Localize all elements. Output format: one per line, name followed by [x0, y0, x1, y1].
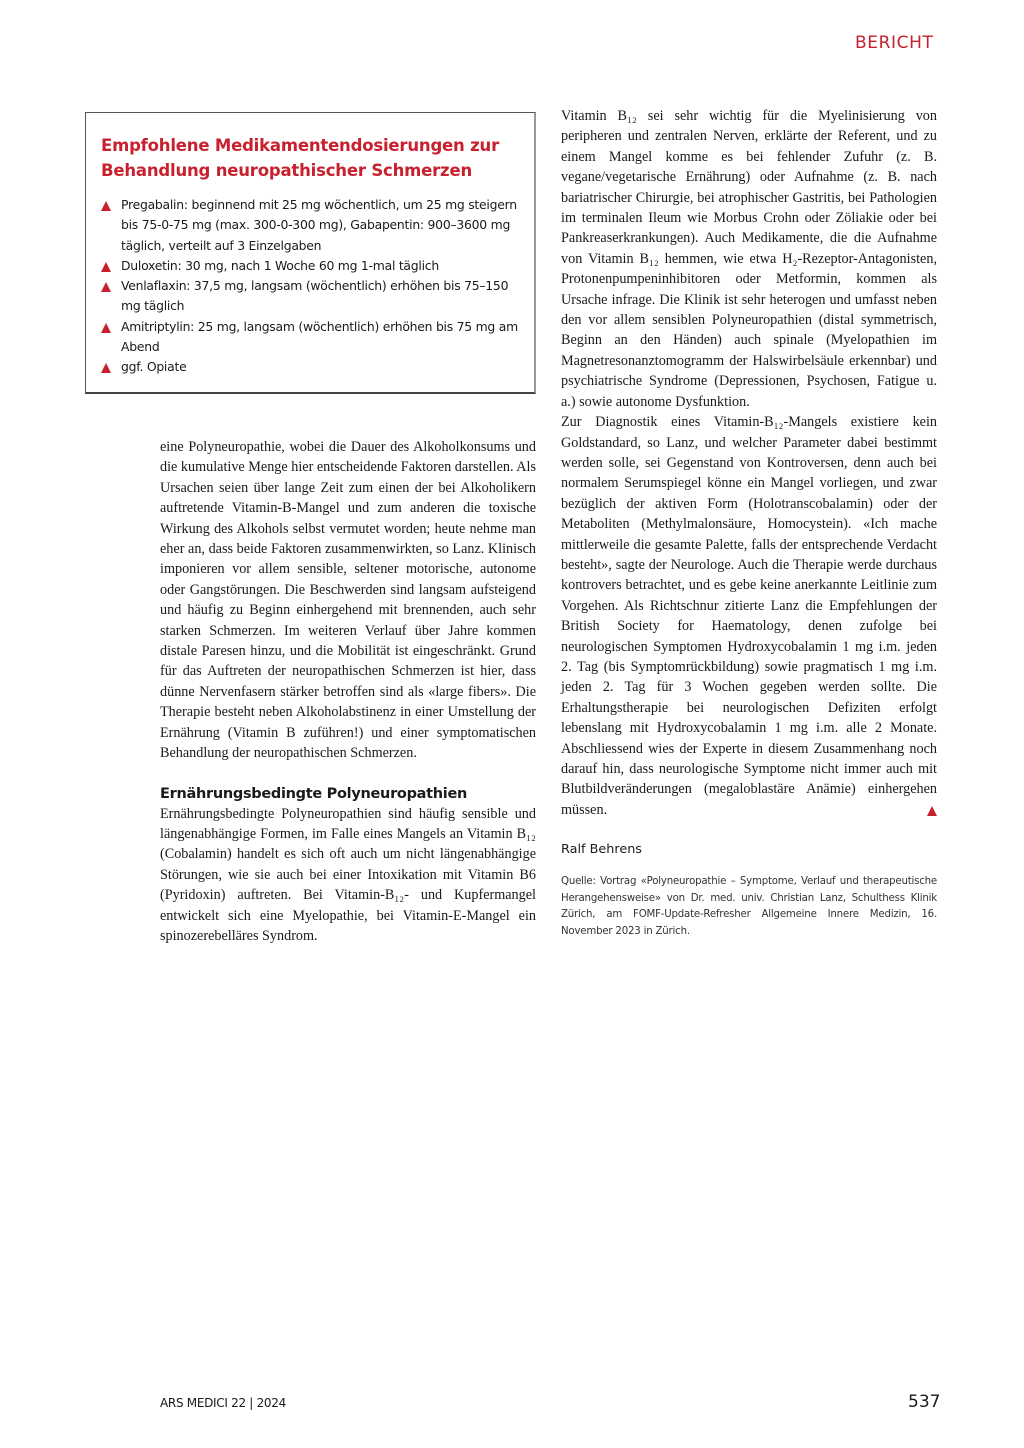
triangle-bullet-icon — [101, 282, 111, 292]
section-label: BERICHT — [855, 33, 934, 53]
body-paragraph: eine Polyneuropathie, wobei die Dauer des Alkoholkonsums und die kumulative Menge hier entscheidende Faktoren darstellen. Als Ursachen seien über lange Zeit zum einen der bei Alkoholikern auftretende Vitamin-B-Mangel und zum anderen die toxische Wirkung des Alkohols selbst vermutet worden; heute nehme man eher an, dass beide Faktoren zusammenwirkten, so Lanz. Klinisch imponieren vor allem sensible, seltener motorische, autonome oder Gangstörungen. Die Beschwerden sind langsam aufsteigend und häufig zu Beginn einhergehend mit brennenden, auch sehr starken Schmerzen. Im weiteren Verlauf über Jahre kommen distale Paresen hinzu, und die Mobilität ist eingeschränkt. Grund für das Auftreten der neuropathischen Schmerzen ist hier, dass dünne Nervenfasern stärker betroffen sind als «large fibers». Die Therapie besteht neben Alkoholabstinenz in einer Umstellung der Ernährung (Vitamin B zuführen!) und einer symptomatischen Behandlung der neuropathischen Schmerzen. — [160, 439, 536, 762]
info-box-title: Empfohlene Medikamentendosierungen zur Behandlung neuropathischer Schmerzen — [101, 136, 500, 180]
list-item-text: ggf. Opiate — [121, 359, 187, 375]
list-item-text: Amitriptylin: 25 mg, langsam (wöchentlich) erhöhen bis 75 mg am Abend — [121, 318, 518, 355]
body-paragraph-text: Zur Diagnostik eines Vitamin-B₁₂-Mangels existiere kein Goldstandard, so Lanz, und welcher Parameter dabei bestimmt werden solle, sei Gegenstand von Kontroversen, denn auch bei normalem Serumspiegel könne ein Mangel vorliegen, und zwar bezüglich der aktiven Form (Holotranscobalamin) oder der Metaboliten (Methylmalonsäure, Homocystein). «Ich mache mittlerweile die gesamte Palette, falls der entsprechende Verdacht besteht», sagte der Neurologe. Auch die Therapie werde durchaus kontrovers betrachtet, und es gebe keine anerkannte Leitlinie zum Vorgehen. Als Richtschnur zitierte Lanz die Empfehlungen der British Society for Haematology, denen zufolge bei neurologischen Symptomen Hydroxycobalamin 1 mg i.m. jeden 2. Tag (bis Symptomrückbildung) sowie pragmatisch 1 mg i.m. jeden 2. Tag für 3 Wochen gegeben werden sollte. Die Erhaltungstherapie bei neurologischen Defiziten erfolgt lebenslang mit Hydroxycobalamin 1 mg i.m. alle 2 Monate. Abschliessend wies der Experte in diesem Zusammenhang noch darauf hin, dass neurologische Symptome nicht immer auch mit Blutbildveränderungen (megaloblastäre Anämie) einhergehen müssen. — [561, 414, 937, 818]
section-subheading: Ernährungsbedingte Polyneuropathien — [160, 785, 468, 802]
list-item — [101, 357, 526, 377]
article-end-triangle-icon — [927, 806, 937, 816]
page-number: 537 — [908, 1392, 941, 1412]
list-item-text: Venlaflaxin: 37,5 mg, langsam (wöchentlich) erhöhen bis 75–150 mg täglich — [121, 278, 509, 314]
body-paragraph: Vitamin B₁₂ sei sehr wichtig für die Myelinisierung von peripheren und zentralen Nerven, erklärte der Referent, und zu einem Mangel komme es bei fehlender Zufuhr (z. B. vegane/vegetarische Ernährung) oder Aufnahme (z. B. nach bariatrischer Chirurgie, bei atrophischer Gastritis, bei Pathologien im terminalen Ileum wie Morbus Crohn oder Zöliakie oder bei Pankreaserkrankungen). Auch Medikamente, die die Aufnahme von Vitamin B₁₂ hemmen, wie etwa H₂-Rezeptor-Antagonisten, Protonenpumpeninhibitoren oder Metformin, kommen als Ursache infrage. Die Klinik ist sehr heterogen und umfasst neben den vor allem sensiblen Polyneuropathien (distal symmetrisch, Beginn an den Händen) auch spinale (Myelopathien im Magnetresonanztomogramm der Halswirbelsäule erkennbar) und psychiatrische Syndrome (Depressionen, Psychosen, Fatigue u. a.) sowie autonome Dysfunktion. — [561, 108, 937, 410]
body-paragraph: Ernährungsbedingte Polyneuropathien sind häufig sensible und längenabhängige Formen, im Falle eines Mangels an Vitamin B₁₂ (Cobalamin) handelt es sich oft auch um nicht längenabhängige Störungen, wie sie auch bei einer Intoxikation mit Vitamin B6 (Pyridoxin) auftreten. Bei Vitamin-B₁₂- und Kupfermangel entwickelt sich eine Myelopathie, bei Vitamin-E-Mangel ein spinozerebelläres Syndrom. — [160, 805, 536, 944]
triangle-bullet-icon — [101, 323, 111, 333]
author-name: Ralf Behrens — [561, 842, 642, 858]
triangle-bullet-icon — [101, 262, 111, 272]
footer-journal-issue: ARS MEDICI 22 | 2024 — [160, 1396, 286, 1410]
list-item — [101, 195, 526, 256]
left-text-column — [160, 437, 536, 946]
right-text-column — [561, 106, 937, 940]
triangle-bullet-icon — [101, 201, 111, 211]
dosage-info-box — [85, 112, 536, 394]
source-citation: Quelle: Vortrag «Polyneuropathie – Symptome, Verlauf und therapeutische Herangehensweise» von Dr. med. univ. Christian Lanz, Schulthess Klinik Zürich, am FOMF-Update-Refresher Allgemeine Innere Medizin, 16. November 2023 in Zürich. — [561, 876, 937, 937]
list-item — [101, 317, 526, 358]
list-item-text: Pregabalin: beginnend mit 25 mg wöchentlich, um 25 mg steigern bis 75-0-75 mg (max. 300-0-300 mg), Gabapentin: 900–3600 mg täglich, verteilt auf 3 Einzelgaben — [121, 197, 517, 253]
list-item — [101, 276, 526, 317]
body-paragraph — [561, 412, 937, 820]
list-item — [101, 256, 526, 276]
list-item-text: Duloxetin: 30 mg, nach 1 Woche 60 mg 1-mal täglich — [121, 257, 439, 273]
dosage-list — [101, 195, 526, 378]
triangle-bullet-icon — [101, 363, 111, 373]
